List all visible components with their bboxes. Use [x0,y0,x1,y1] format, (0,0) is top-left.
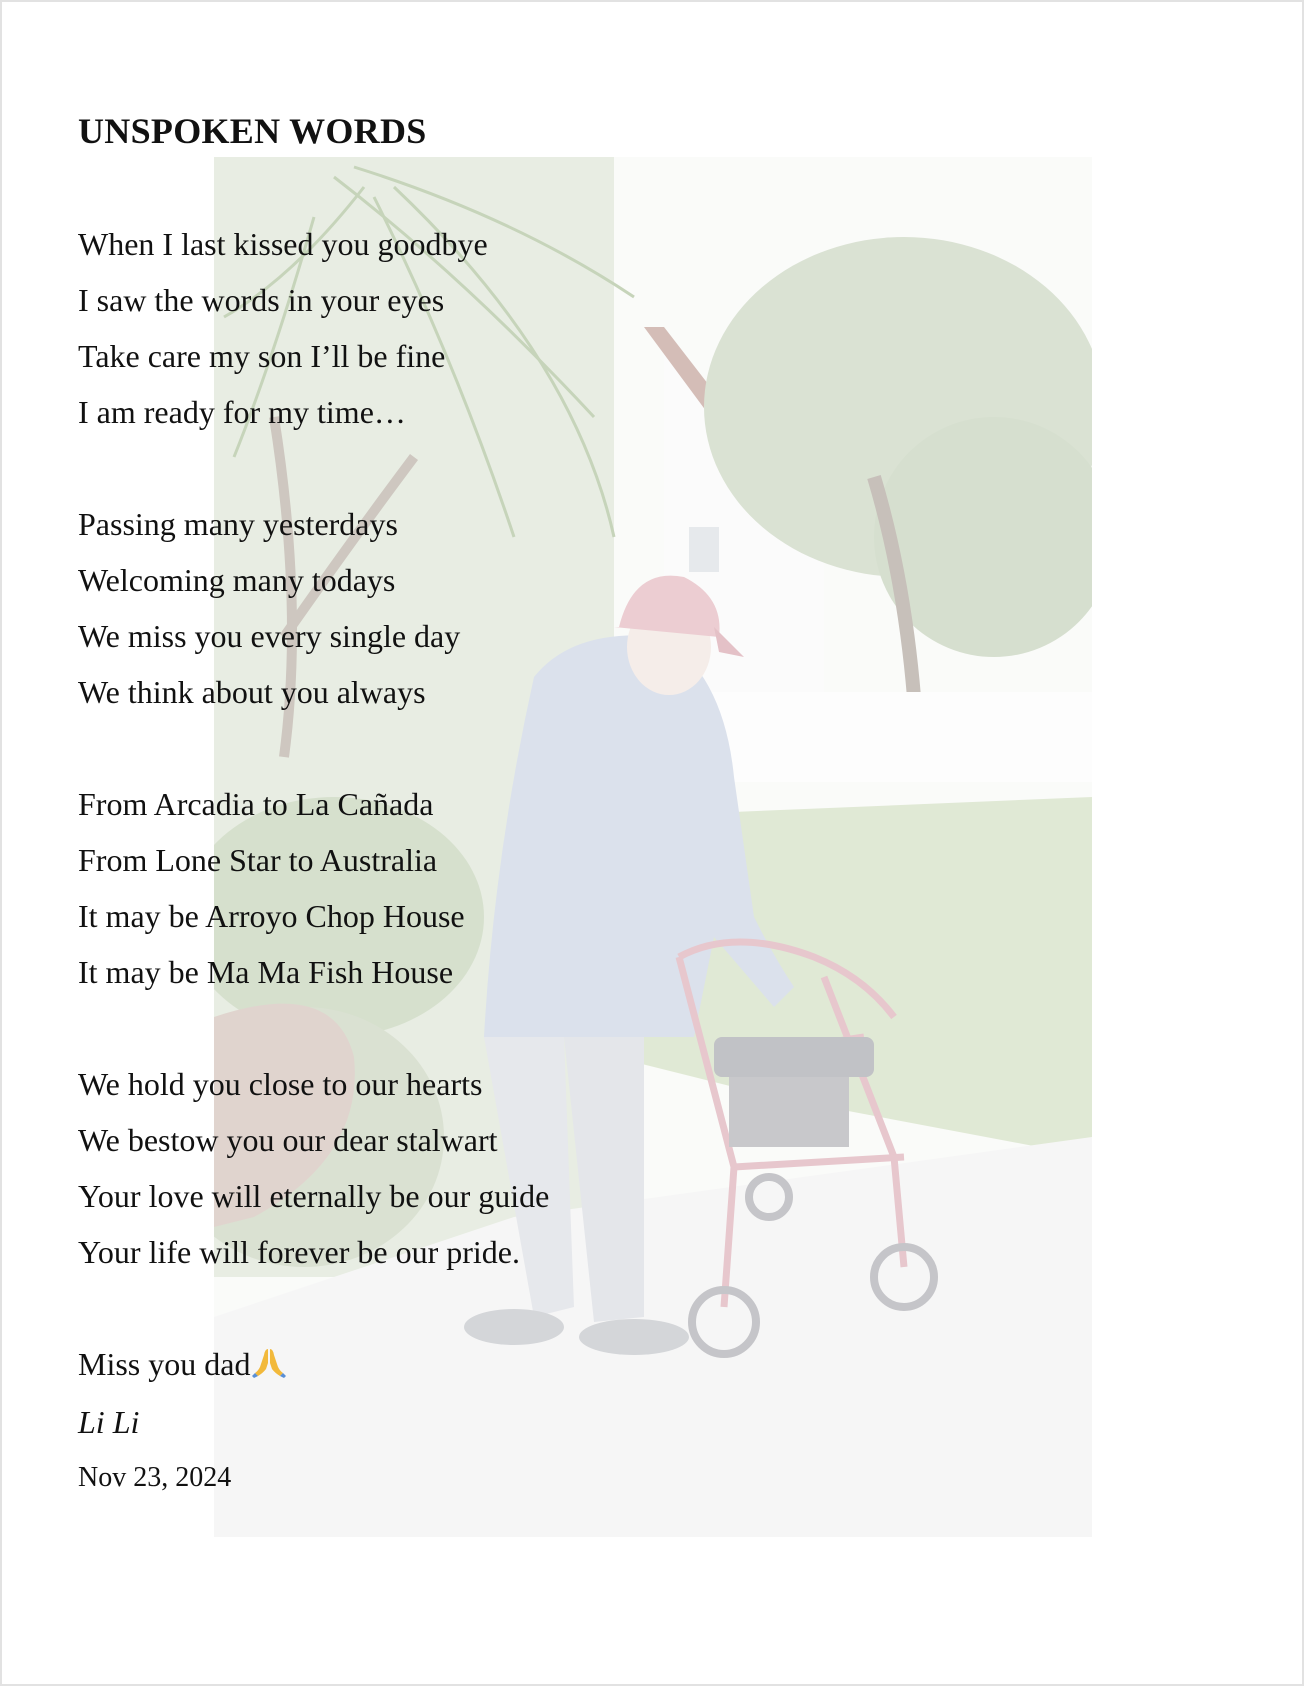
poem-title: UNSPOKEN WORDS [78,111,427,151]
poem-stanzas [78,216,978,1280]
closing-text: Miss you dad [78,1346,251,1382]
poem-line: We bestow you our dear stalwart [78,1122,498,1158]
poem-line: From Arcadia to La Cañada [78,786,434,822]
poem-line: Take care my son I’ll be fine [78,338,446,374]
poem-line: From Lone Star to Australia [78,842,438,878]
poem [78,110,978,1506]
stanza [78,496,978,720]
author-signature: Li Li [78,1404,140,1440]
poem-line: We think about you always [78,674,426,710]
poem-line: We hold you close to our hearts [78,1066,483,1102]
stanza [78,1056,978,1280]
poem-line: Your love will eternally be our guide [78,1178,550,1214]
poem-line: Your life will forever be our pride. [78,1234,520,1270]
poem-line: It may be Ma Ma Fish House [78,954,454,990]
closing-line [78,1336,978,1394]
stanza [78,776,978,1000]
poem-line: Passing many yesterdays [78,506,398,542]
poem-line: We miss you every single day [78,618,461,654]
poem-date: Nov 23, 2024 [78,1462,232,1493]
folded-hands-icon [252,1340,286,1374]
poem-line: I saw the words in your eyes [78,282,445,318]
poem-line: Welcoming many todays [78,562,396,598]
poem-line: When I last kissed you goodbye [78,226,488,262]
poem-line: It may be Arroyo Chop House [78,898,465,934]
closing [78,1336,978,1506]
stanza [78,216,978,440]
poem-line: I am ready for my time… [78,394,406,430]
